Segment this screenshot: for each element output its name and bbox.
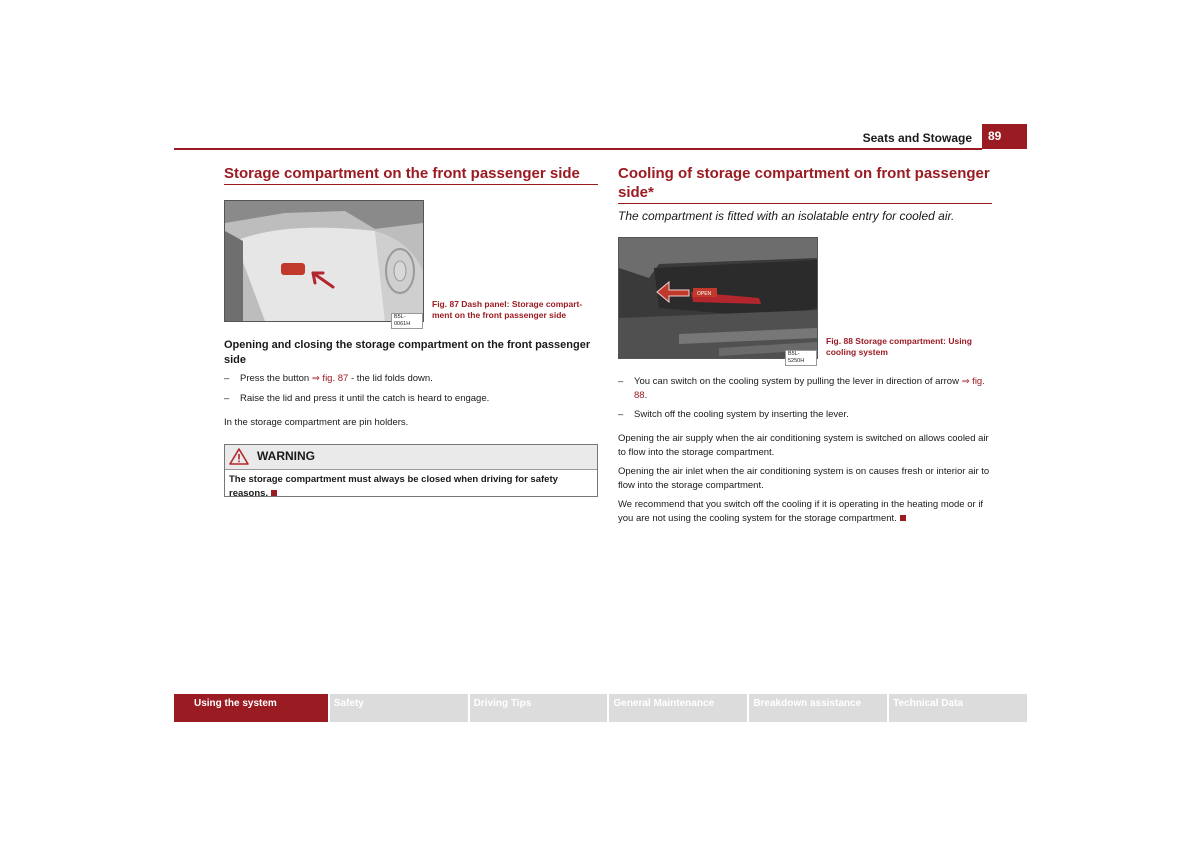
nav-tab-using-the-system[interactable]: Using the system bbox=[174, 694, 330, 722]
right-paragraph-2: Opening the air inlet when the air conditioning system is on causes fresh or interior air to flow into the storage compartment. bbox=[618, 466, 990, 491]
right-paragraph-1: Opening the air supply when the air conditioning system is switched on allows cooled air to flow into the storage compartment. bbox=[618, 433, 989, 458]
fig-87-link[interactable]: ⇒ fig. 87 bbox=[311, 373, 349, 384]
warning-title: WARNING bbox=[257, 449, 315, 463]
list-item: – Press the button ⇒ fig. 87 - the lid folds down. bbox=[224, 373, 433, 384]
header-rule bbox=[174, 148, 982, 150]
warning-box bbox=[224, 444, 598, 497]
nav-tab-driving-tips[interactable]: Driving Tips bbox=[470, 694, 610, 722]
right-paragraph-3: We recommend that you switch off the cooling if it is operating in the heating mode or if you are not using the cooling system for the storage compartment. bbox=[618, 499, 984, 524]
warning-text: The storage compartment must always be closed when driving for safety reasons. bbox=[229, 474, 558, 499]
left-subheading: Opening and closing the storage compartment on the front passenger side bbox=[224, 339, 591, 366]
page-number: 89 bbox=[982, 124, 1027, 149]
figure-87-code: B5L-0061H bbox=[391, 313, 423, 329]
running-header-title: Seats and Stowage bbox=[862, 131, 972, 145]
figure-88-caption: Fig. 88 Storage compartment: Using cooling system bbox=[826, 336, 972, 357]
left-steps-list bbox=[224, 372, 598, 405]
left-section-heading: Storage compartment on the front passenger side bbox=[224, 165, 580, 182]
right-steps-list bbox=[618, 375, 992, 422]
chapter-navigation bbox=[174, 694, 1027, 722]
nav-tab-breakdown-assistance[interactable]: Breakdown assistance bbox=[749, 694, 889, 722]
section-end-mark bbox=[271, 490, 277, 496]
nav-tab-general-maintenance[interactable]: General Maintenance bbox=[609, 694, 749, 722]
warning-header bbox=[225, 445, 597, 470]
nav-tab-safety[interactable]: Safety bbox=[330, 694, 470, 722]
list-item: – You can switch on the cooling system by pulling the lever in direction of arrow ⇒ fig. 88. bbox=[618, 376, 985, 401]
right-section-heading: Cooling of storage compartment on front passenger side* bbox=[618, 165, 990, 201]
dash-panel-illustration bbox=[225, 201, 423, 321]
right-intro: The compartment is fitted with an isolatable entry for cooled air. bbox=[618, 209, 955, 223]
lever-label: OPEN bbox=[697, 291, 712, 297]
figure-87-caption: Fig. 87 Dash panel: Storage compart- ment on the front passenger side bbox=[432, 299, 583, 320]
warning-triangle-icon bbox=[229, 448, 249, 465]
figure-88-image bbox=[618, 237, 818, 364]
figure-88-code: B5L-5250H bbox=[785, 350, 817, 366]
cooling-lever-illustration bbox=[619, 238, 817, 358]
nav-tab-technical-data[interactable]: Technical Data bbox=[889, 694, 1027, 722]
section-end-mark bbox=[900, 515, 906, 521]
left-heading-rule bbox=[224, 184, 598, 185]
list-item: – Raise the lid and press it until the catch is heard to engage. bbox=[224, 392, 490, 404]
fig-88-link[interactable]: ⇒ fig. 88 bbox=[634, 376, 985, 401]
left-note: In the storage compartment are pin holders. bbox=[224, 417, 409, 428]
list-item: – Switch off the cooling system by inserting the lever. bbox=[618, 409, 849, 420]
figure-87-image bbox=[224, 200, 424, 327]
right-heading-rule bbox=[618, 203, 992, 204]
